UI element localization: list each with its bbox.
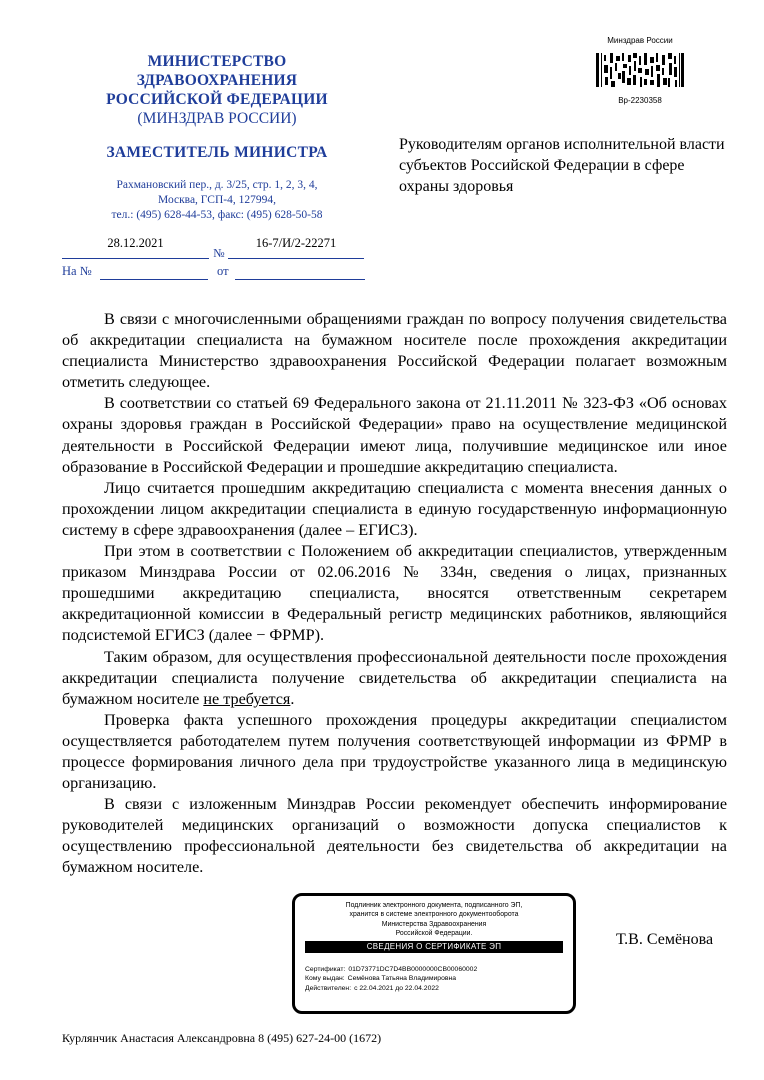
paragraph: В соответствии со статьей 69 Федерального закона от 21.11.2011 № 323-ФЗ «Об основах охраны здоровья граждан в Российской Федерации» право на осуществление медицинской деятельности в Российской Федерации имеют лица, получившие медицинское или иное образование в Российской Федерации и прошедшие аккредитацию специалиста. <box>62 394 727 476</box>
paragraph: При этом в соответствии с Положением об аккредитации специалистов, утвержденным приказом Минздрава России от 02.06.2016 № 334н, сведения о лицах, признанных прошедшими аккредитацию специалиста, вносятся ответственным секретарем аккредитационной комиссии в Федеральный регистр медицинских работников, являющийся подсистемой ЕГИСЗ (далее − ФРМР). <box>62 542 727 645</box>
certificate-details <box>305 965 573 993</box>
reference-number-label: На № <box>62 264 92 278</box>
paragraph: В связи с многочисленными обращениями граждан по вопросу получения свидетельства об аккредитации специалиста на бумажном носителе после прохождения аккредитации специалиста Министерство здравоохранения Российской Федерации полагает возможным отметить следующее. <box>62 310 727 392</box>
certificate-row <box>305 984 573 993</box>
deputy-minister-title: ЗАМЕСТИТЕЛЬ МИНИСТРА <box>106 144 328 161</box>
paragraph: Проверка факта успешного прохождения процедуры аккредитации специалистом осуществляется работодателем путем получения соответствующей информации из ФРМР в процессе формирования личного дела при трудоустройстве указанного лица в медицинскую организацию. <box>62 710 727 793</box>
stamp-number: Вр-2230358 <box>618 96 662 105</box>
paragraph: В связи с изложенным Минздрав России рекомендует обеспечить информирование руководителей медицинских организаций о возможности допуска специалистов к осуществлению профессиональной деятельности без свидетельства об аккредитации на бумажном носителе. <box>62 795 727 877</box>
certificate-title: СВЕДЕНИЯ О СЕРТИФИКАТЕ ЭП <box>305 941 563 953</box>
reference-date-label: от <box>217 264 229 278</box>
barcode-icon <box>596 53 684 87</box>
certificate-header-line: Российской Федерации. <box>395 929 473 937</box>
ministry-line: МИНИСТЕРСТВО <box>147 53 287 70</box>
ministry-abbreviation: (МИНЗДРАВ РОССИИ) <box>137 110 297 127</box>
signer-name: Т.В. Семёнова <box>616 931 714 948</box>
document-number: 16-7/И/2-22271 <box>228 236 364 259</box>
paragraph <box>62 647 727 710</box>
certificate-serial: 01D73771DC7D4BB0000000CB00060002 <box>348 966 478 974</box>
certificate-row <box>305 974 573 983</box>
certificate-label: Сертификат: <box>305 966 346 974</box>
issued-to-value: Семёнова Татьяна Владимировна <box>347 975 457 983</box>
document-date: 28.12.2021 <box>62 236 209 259</box>
paragraph-text: . <box>290 689 295 708</box>
paragraph-text: Таким образом, для осуществления профессиональной деятельности после прохождения аккредитации специалиста получение свидетельства об аккредитации специалиста на бумажном носителе <box>62 647 727 708</box>
stamp-organization: Минздрав России <box>607 36 673 45</box>
number-sign: № <box>213 246 225 260</box>
underlined-text: не требуется <box>203 689 291 708</box>
e-signature-certificate <box>292 893 576 1014</box>
addressee: Руководителям органов исполнительной власти субъектов Российской Федерации в сфере охраны здоровья <box>399 136 725 195</box>
ministry-name <box>62 52 372 128</box>
address-line: Москва, ГСП-4, 127994, <box>158 194 276 206</box>
ministry-line: ЗДРАВООХРАНЕНИЯ <box>136 72 298 89</box>
registration-row <box>62 236 372 258</box>
certificate-row <box>305 965 573 974</box>
letter-body <box>62 309 727 879</box>
paragraph: Лицо считается прошедшим аккредитацию специалиста с момента внесения данных о прохождении лицом аккредитации специалиста в единую государственную информационную систему в сфере здравоохранения (далее – ЕГИСЗ). <box>62 478 727 539</box>
executor-contact: Курлянчик Анастасия Александровна 8 (495) 627-24-00 (1672) <box>62 1031 382 1045</box>
reference-date-blank <box>235 279 365 280</box>
validity-value: с 22.04.2021 до 22.04.2022 <box>354 984 439 992</box>
ministry-address <box>62 178 372 223</box>
address-line: тел.: (495) 628-44-53, факс: (495) 628-50-58 <box>111 209 323 221</box>
address-line: Рахмановский пер., д. 3/25, стр. 1, 2, 3, 4, <box>116 179 318 191</box>
certificate-header-line: хранится в системе электронного документооборота <box>349 911 519 919</box>
reference-number-blank <box>100 279 208 280</box>
certificate-header <box>295 901 573 938</box>
registration-stamp <box>590 36 690 105</box>
certificate-header-line: Подлинник электронного документа, подписанного ЭП, <box>345 902 523 909</box>
certificate-header-line: Министерства Здравоохранения <box>381 920 487 928</box>
validity-label: Действителен: <box>305 984 352 992</box>
ministry-line: РОССИЙСКОЙ ФЕДЕРАЦИИ <box>106 91 328 108</box>
issued-to-label: Кому выдан: <box>305 975 345 983</box>
reference-row <box>62 264 372 280</box>
